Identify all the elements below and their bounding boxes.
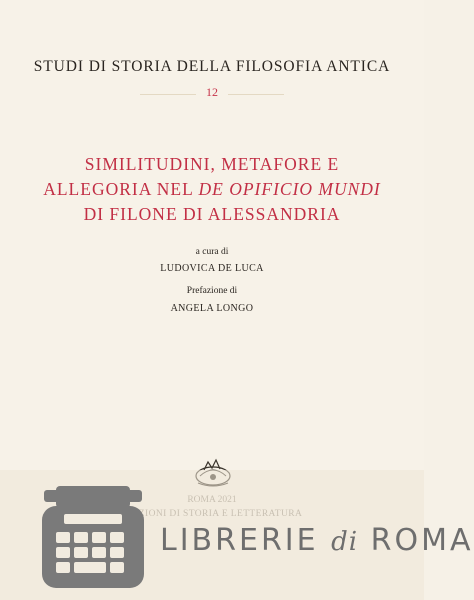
divider-right [228, 94, 284, 95]
title-line-3: DI FILONE DI ALESSANDRIA [83, 204, 341, 224]
brand-prefix: LIBRERIE [160, 523, 332, 558]
series-number: 12 [206, 85, 218, 99]
book-title [0, 152, 424, 227]
preface-author: ANGELA LONGO [170, 303, 254, 314]
curated-by-label: a cura di [195, 247, 229, 257]
watermark-brand [160, 523, 474, 558]
brand-di: di [331, 527, 359, 557]
brand-suffix: ROMA [358, 523, 474, 558]
title-line-2-prefix: ALLEGORIA NEL [43, 179, 199, 199]
typewriter-icon [38, 486, 148, 591]
series-title: STUDI DI STORIA DELLA FILOSOFIA ANTICA [33, 58, 391, 75]
series-number-row [0, 85, 424, 103]
title-line-1: SIMILITUDINI, METAFORE E [84, 154, 340, 174]
editor-name: LUDOVICA DE LUCA [160, 263, 264, 274]
preface-label: Prefazione di [186, 286, 238, 296]
title-line-2 [0, 177, 424, 202]
title-line-2-italic: DE OPIFICIO MUNDI [198, 179, 381, 199]
